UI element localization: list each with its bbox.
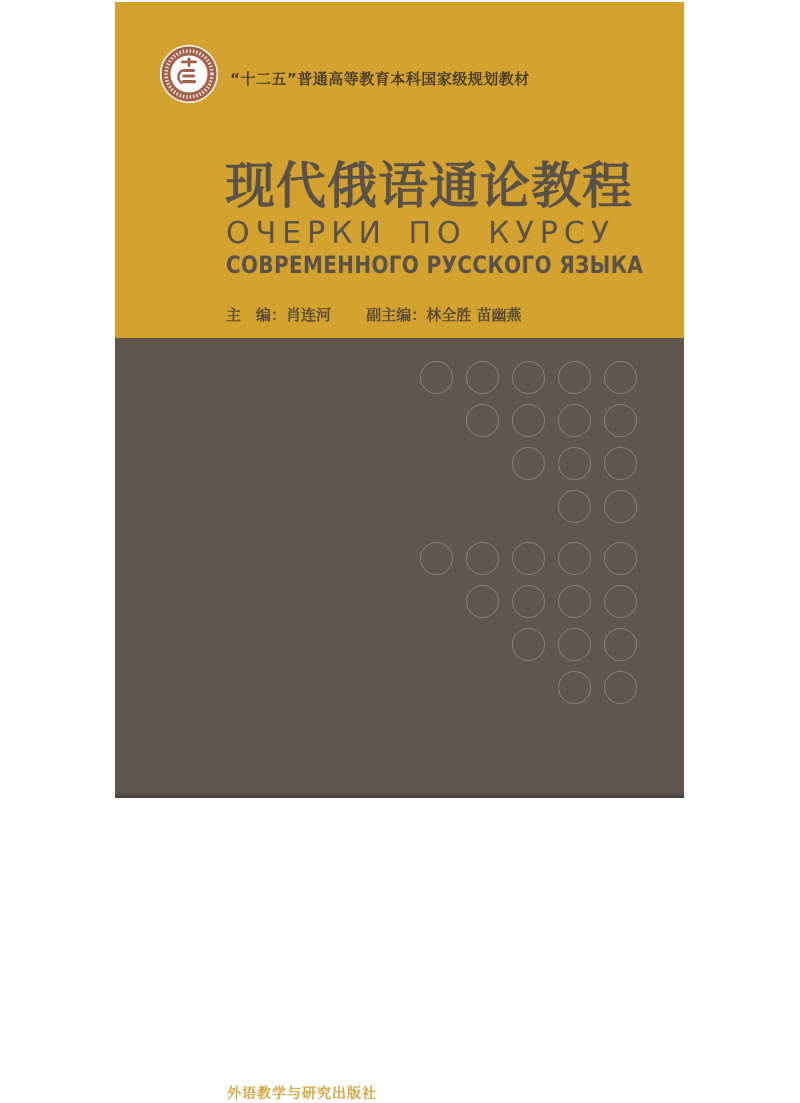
decor-circle [420,361,453,394]
series-label: “十二五”普通高等教育本科国家级规划教材 [230,70,530,88]
decor-circle [604,585,637,618]
decor-circle [466,585,499,618]
decor-circle [558,671,591,704]
decor-circle [604,628,637,661]
editors-line [226,304,521,325]
decor-circle [512,542,545,575]
decor-circle [558,490,591,523]
decor-circle [512,447,545,480]
decor-circle [558,361,591,394]
decor-circle [558,447,591,480]
publisher-name: 外语教学与研究出版社 [227,1086,377,1102]
cover-bottom-band [115,338,684,1102]
book-title-russian-line2: СОВРЕМЕННОГО РУССКОГО ЯЗЫКА [226,251,644,279]
book-title-russian-line1: ОЧЕРКИ ПО КУРСУ [226,216,616,251]
decor-circle [604,447,637,480]
decor-circle [604,404,637,437]
decor-circle [512,361,545,394]
cover-top-band [115,2,684,338]
series-seal-logo [159,44,219,104]
decor-circle [512,585,545,618]
decor-circle [466,542,499,575]
decor-circle [604,361,637,394]
seal-icon [159,44,219,104]
decor-circle [604,490,637,523]
associate-editors: 副主编：林全胜 苗幽燕 [366,306,522,324]
decor-circle [558,585,591,618]
book-title-chinese: 现代俄语通论教程 [225,158,633,214]
decor-circle [420,542,453,575]
chief-editor: 主 编：肖连河 [226,306,332,324]
decor-circle [466,361,499,394]
decor-circle [512,628,545,661]
decor-circle [604,542,637,575]
book-cover [115,2,684,1102]
decor-circle [466,404,499,437]
decor-circle [558,404,591,437]
decor-circle [604,671,637,704]
decor-circle [558,542,591,575]
decor-circle [558,628,591,661]
decor-circle [512,404,545,437]
